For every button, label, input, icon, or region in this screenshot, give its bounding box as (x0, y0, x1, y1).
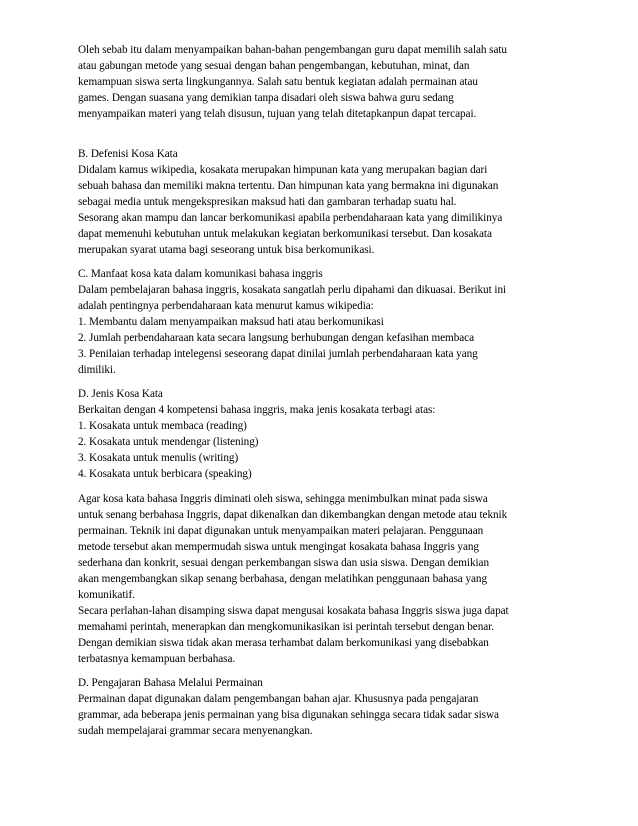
text-line: Permainan dapat digunakan dalam pengembangan bahan ajar. Khususnya pada pengajaran (78, 693, 479, 705)
text-line: permainan. Teknik ini dapat digunakan untuk menyampaikan materi pelajaran. Penggunaan (78, 525, 484, 537)
section-heading: C. Manfaat kosa kata dalam komunikasi bahasa inggris (78, 268, 323, 280)
text-line: Agar kosa kata bahasa Inggris diminati oleh siswa, sehingga menimbulkan minat pada siswa (78, 493, 488, 505)
list-item: 3. Penilaian terhadap intelegensi seseorang dapat dinilai jumlah perbendaharaan kata yang (78, 348, 478, 360)
list-item: 1. Membantu dalam menyampaikan maksud hati atau berkomunikasi (78, 316, 384, 328)
text-line: untuk senang berbahasa Inggris, dapat dikenalkan dan dikembangkan dengan metode atau teknik (78, 509, 508, 521)
text-line: sebagai media untuk mengekspresikan maksud hati dan gambaran terhadap suatu hal. (78, 196, 457, 208)
text-line: Secara perlahan-lahan disamping siswa dapat mengusai kosakata bahasa Inggris siswa juga dapat (78, 605, 509, 617)
section-heading: B. Defenisi Kosa Kata (78, 148, 178, 160)
text-line: terbatasnya kemampuan berbahasa. (78, 653, 236, 665)
text-line: dimiliki. (78, 364, 116, 376)
text-line: kemampuan siswa serta lingkungannya. Salah satu bentuk kegiatan adalah permainan atau (78, 76, 478, 88)
list-item: 2. Jumlah perbendaharaan kata secara langsung berhubungan dengan kefasihan membaca (78, 332, 474, 344)
text-line: komunikatif. (78, 589, 135, 601)
list-item: 2. Kosakata untuk mendengar (listening) (78, 436, 259, 448)
text-line: atau gabungan metode yang sesuai dengan bahan pengembangan, kebutuhan, minat, dan (78, 60, 470, 72)
section-heading: D. Pengajaran Bahasa Melalui Permainan (78, 677, 263, 689)
text-line: sudah mempelajarai grammar secara menyenangkan. (78, 725, 313, 737)
text-line: dapat memenuhi kebutuhan untuk melakukan kegiatan berkomunikasi tersebut. Dan kosakata (78, 228, 492, 240)
list-item: 3. Kosakata untuk menulis (writing) (78, 452, 239, 464)
text-line: sebuah bahasa dan memiliki makna tertentu. Dan himpunan kata yang bermakna ini digunakan (78, 180, 499, 192)
text-line: merupakan syarat utama bagi seseorang untuk bisa berkomunikasi. (78, 244, 375, 256)
list-item: 4. Kosakata untuk berbicara (speaking) (78, 468, 252, 480)
text-line: games. Dengan suasana yang demikian tanpa disadari oleh siswa bahwa guru sedang (78, 92, 454, 104)
text-line: Sesorang akan mampu dan lancar berkomunikasi apabila perbendaharaan kata yang dimilikinya (78, 212, 503, 224)
text-line: metode tersebut akan mempermudah siswa untuk mengingat kosakata bahasa Inggris yang (78, 541, 479, 553)
list-item: 1. Kosakata untuk membaca (reading) (78, 420, 247, 432)
text-line: memahami perintah, menerapkan dan mengkomunikasikan isi perintah tersebut dengan benar. (78, 621, 494, 633)
text-line: Dengan demikian siswa tidak akan merasa terhambat dalam berkomunikasi yang disebabkan (78, 637, 489, 649)
text-line: grammar, ada beberapa jenis permainan yang bisa digunakan sehingga secara tidak sadar siswa (78, 709, 499, 721)
text-line: menyampaikan materi yang telah disusun, tujuan yang telah ditetapkanpun dapat tercapai. (78, 108, 477, 120)
section-heading: D. Jenis Kosa Kata (78, 388, 163, 400)
text-line: Didalam kamus wikipedia, kosakata merupakan himpunan kata yang merupakan bagian dari (78, 164, 488, 176)
text-line: akan mengembangkan sikap senang berbahasa, dengan melatihkan penggunaan bahasa yang (78, 573, 488, 585)
text-line: Dalam pembelajaran bahasa inggris, kosakata sangatlah perlu dipahami dan dikuasai. Berikut ini (78, 284, 507, 296)
text-line: Berkaitan dengan 4 kompetensi bahasa inggris, maka jenis kosakata terbagi atas: (78, 404, 436, 416)
text-line: sederhana dan konkrit, sesuai dengan perkembangan siswa dan usia siswa. Dengan demikian (78, 557, 490, 569)
text-line: Oleh sebab itu dalam menyampaikan bahan-bahan pengembangan guru dapat memilih salah satu (78, 44, 507, 56)
text-line: adalah pentingnya perbendaharaan kata menurut kamus wikipedia: (78, 300, 374, 312)
